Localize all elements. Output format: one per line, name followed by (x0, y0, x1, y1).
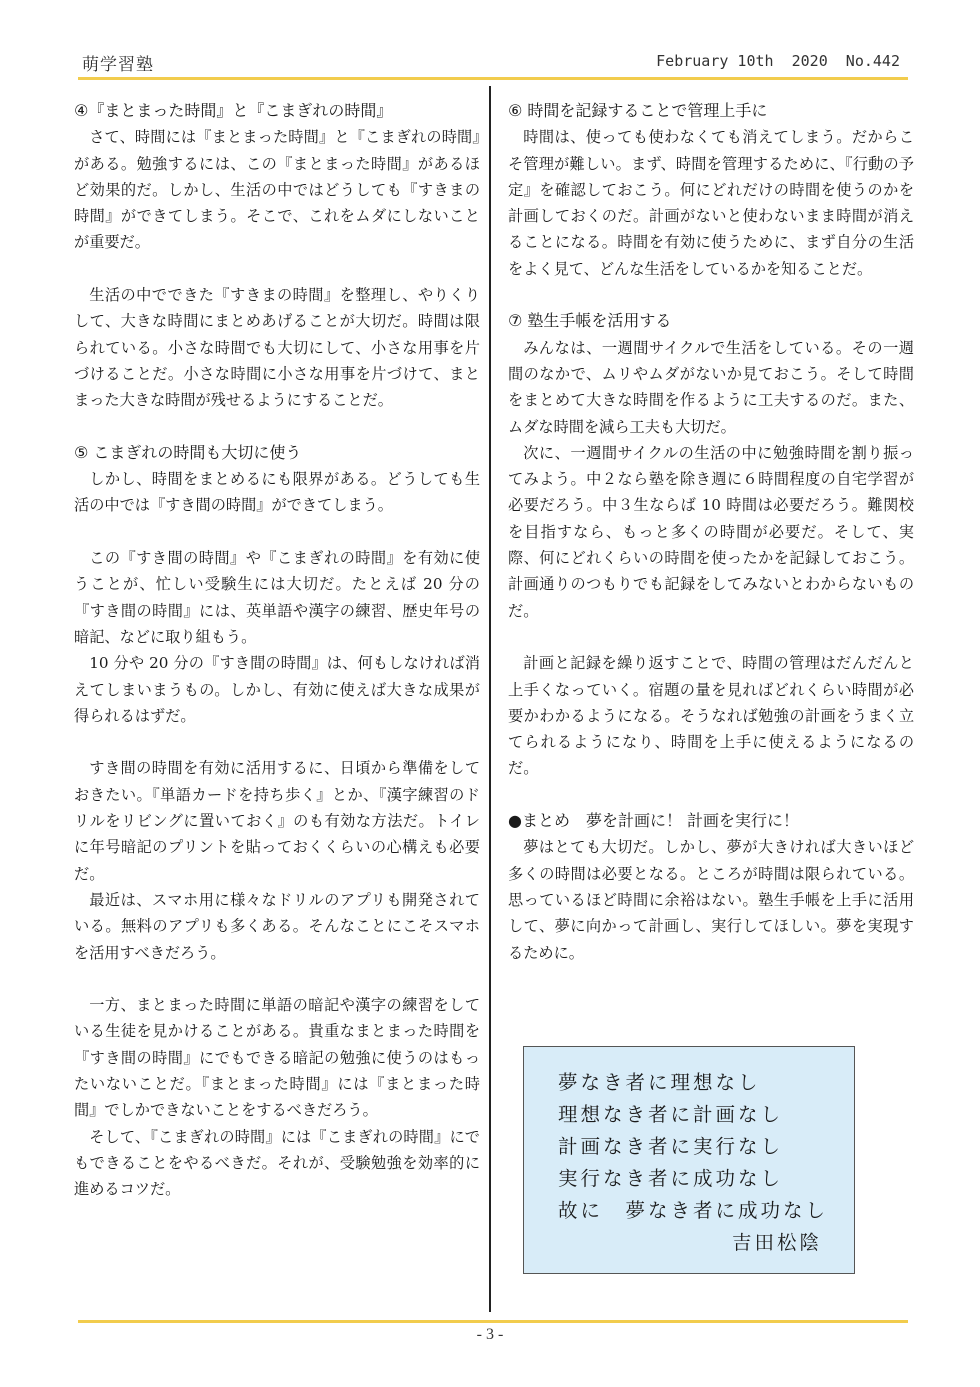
quote-line: 理想なき者に計画なし (558, 1103, 784, 1126)
right-column (508, 98, 914, 966)
section-7-paragraph-3: 計画と記録を繰り返すことで、時間の管理はだんだんと上手くなっていく。宿題の量を見ればどれくらい時間が必要かわかるようになる。そうなれば勉強の計画をうまく立てられるようになり、時間を上手に使えるようになるのだ。 (508, 654, 914, 778)
section-6-paragraph-1: 時間は、使っても使わなくても消えてしまう。だからこそ管理が難しい。まず、時間を管理するために、『行動の予定』を確認しておこう。何にどれだけの時間を使うのかを計画しておくのだ。計画がないと使わないまま時間が消えることになる。時間を有効に使うために、まず自分の生活をよく見て、どんな生活をしているかを知ることだ。 (508, 128, 915, 278)
paragraph-gap (508, 624, 914, 650)
quote-line: 故に 夢なき者に成功なし (558, 1199, 829, 1222)
issue-date: February 10th 2020 No.442 (656, 52, 900, 70)
quote-author: 吉田松陰 (731, 1231, 822, 1254)
section-5-paragraph-4: すき間の時間を有効に活用するに、日頃から準備をしておきたい。『単語カードを持ち歩く』とか、『漢字練習のドリルをリビングに置いておく』のも有効な方法だ。トイレに年号暗記のプリントを貼っておくくらいの心構えも必要だ。 (74, 759, 480, 883)
section-5-paragraph-1: しかし、時間をまとめるにも限界がある。どうしても生活の中では『すき間の時間』ができてしまう。 (74, 470, 480, 515)
quote-line: 夢なき者に理想なし (558, 1071, 761, 1094)
quote-box (523, 1046, 855, 1274)
section-5-paragraph-3: 10 分や 20 分の『すき間の時間』は、何もしなければ消えてしまいまうもの。しかし、有効に使えば大きな成果が得られるはずだ。 (74, 654, 480, 725)
quote-line: 実行なき者に成功なし (558, 1167, 784, 1190)
paragraph-gap (74, 729, 480, 755)
paragraph-gap (508, 282, 914, 308)
section-5-paragraph-6: 一方、まとまった時間に単語の暗記や漢字の練習をしている生徒を見かけることがある。貴重なまとまった時間を『すき間の時間』にでもできる暗記の勉強に使うのはもったいないことだ。『まとまった時間』には『まとまった時間』でしかできないことをするべきだろう。 (74, 996, 480, 1120)
section-4-paragraph-2: 生活の中でできた『すきまの時間』を整理し、やりくりして、大きな時間にまとめあげることが大切だ。時間は限られている。小さな時間でも大切にして、小さな用事を片づけることだ。小さな時間に小さな用事を片づけて、まとまった大きな時間が残せるようにすることだ。 (74, 286, 480, 410)
section-7-title: ⑦ 塾生手帳を活用する (508, 311, 672, 331)
section-5-paragraph-2: この『すき間の時間』や『こまぎれの時間』を有効に使うことが、忙しい受験生には大切だ。たとえば 20 分の『すき間の時間』には、英単語や漢字の練習、歴史年号の暗記、などに取り組もう。 (74, 549, 481, 646)
summary-title: ●まとめ 夢を計画に！ 計画を実行に！ (508, 811, 800, 831)
quote-line: 計画なき者に実行なし (558, 1135, 784, 1158)
summary-paragraph: 夢はとても大切だ。しかし、夢が大きければ大きいほど多くの時間は必要となる。ところが時間は限られている。思っているほど時間に余裕はない。塾生手帳を上手に活用して、夢に向かって計画し、実行してほしい。夢を実現するために。 (508, 838, 914, 962)
header-rule (78, 77, 908, 80)
paragraph-gap (74, 519, 480, 545)
section-5-title: ⑤ こまぎれの時間も大切に使う (74, 442, 302, 462)
paragraph-gap (74, 966, 480, 992)
footer-rule (78, 1320, 908, 1323)
left-column (74, 98, 480, 1202)
section-6-title: ⑥ 時間を記録することで管理上手に (508, 101, 768, 120)
section-5-paragraph-5: 最近は、スマホ用に様々なドリルのアプリも開発されている。無料のアプリも多くある。そんなことにこそスマホを活用すべきだろう。 (74, 890, 480, 962)
paragraph-gap (74, 256, 480, 282)
school-name: 萌学習塾 (82, 55, 154, 75)
paragraph-gap (74, 414, 480, 440)
section-4-paragraph-1: さて、時間には『まとまった時間』と『こまぎれの時間』がある。勉強するには、この『まとまった時間』があるほど効果的だ。しかし、生活の中ではどうしても『すきまの時間』ができてしまう。そこで、これをムダにしないことが重要だ。 (74, 128, 480, 252)
section-7-paragraph-1: みんなは、一週間サイクルで生活をしている。その一週間のなかで、ムリやムダがないか見ておこう。そして時間をまとめて大きな時間を作るように工夫するのだ。また、ムダな時間を減ら工夫も大切だ。 (508, 338, 914, 436)
paragraph-gap (508, 782, 914, 808)
section-4-title: ④『まとまった時間』と『こまぎれの時間』 (74, 101, 393, 120)
page-number: - 3 - (476, 1326, 504, 1343)
section-7-paragraph-2: 次に、一週間サイクルの生活の中に勉強時間を割り振ってみよう。中２なら塾を除き週に６時間程度の自宅学習が必要だろう。中３生ならば 10 時間は必要だろう。難関校を目指すなら、もっと多くの時間が必要だ。そして、実際、何にどれくらいの時間を使ったかを記録しておこう。計画通りのつもりでも記録をしてみないとわからないものだ。 (508, 443, 914, 620)
column-divider (489, 86, 491, 1312)
section-5-paragraph-7: そして、『こまぎれの時間』には『こまぎれの時間』にでもできることをやるべきだ。それが、受験勉強を効率的に進めるコツだ。 (74, 1127, 481, 1199)
quote-lines (558, 1067, 828, 1227)
